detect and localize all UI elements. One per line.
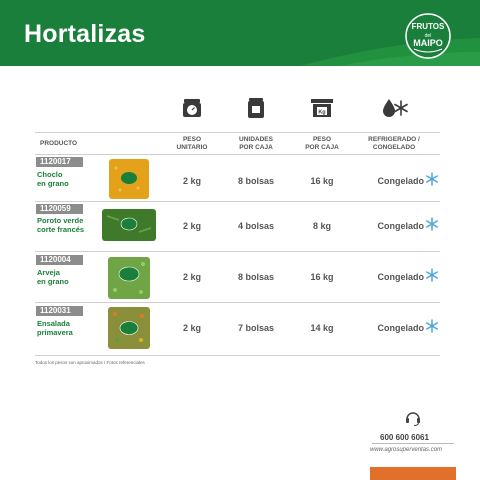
scale-icon xyxy=(181,97,203,119)
unidades-por-caja: 4 bolsas xyxy=(237,221,275,231)
logo-text-top: FRUTOS xyxy=(411,22,445,31)
logo-text-bottom: MAIPO xyxy=(413,38,443,48)
unidades-por-caja: 8 bolsas xyxy=(237,272,275,282)
page-title: Hortalizas xyxy=(24,20,146,48)
peso-unitario: 2 kg xyxy=(182,323,201,333)
peso-por-caja: 8 kg xyxy=(312,221,331,231)
unidades-por-caja: 7 bolsas xyxy=(237,323,275,333)
estado: Congelado xyxy=(377,176,424,186)
product-image-arveja xyxy=(107,256,151,300)
col-header-peso-caja: PESO POR CAJA xyxy=(305,136,339,151)
product-name: Ensalada primavera xyxy=(37,319,73,337)
peso-por-caja: 16 kg xyxy=(310,272,334,282)
product-name: Arveja en grano xyxy=(37,268,69,286)
estado: Congelado xyxy=(377,221,424,231)
contact-phone[interactable]: 600 600 6061 xyxy=(380,433,429,442)
divider xyxy=(35,251,440,252)
product-code: 1120031 xyxy=(36,306,83,316)
divider xyxy=(35,154,440,155)
col-header-refrigerado: REFRIGERADO / CONGELADO xyxy=(368,136,420,151)
divider xyxy=(35,355,440,356)
product-image-poroto xyxy=(101,208,157,242)
product-name: Choclo en grano xyxy=(37,170,69,188)
product-name: Poroto verde corte francés xyxy=(37,216,85,234)
product-image-choclo xyxy=(108,158,150,200)
peso-por-caja: 14 kg xyxy=(310,323,334,333)
accent-bar xyxy=(370,467,456,480)
divider xyxy=(372,443,454,444)
unidades-por-caja: 8 bolsas xyxy=(237,176,275,186)
footer-note: Todos los pesos son aproximados / Fotos referenciales xyxy=(35,360,145,365)
snowflake-icon xyxy=(425,217,439,231)
peso-unitario: 2 kg xyxy=(182,176,201,186)
peso-unitario: 2 kg xyxy=(182,272,201,282)
logo-text-mid: del xyxy=(424,33,432,39)
divider xyxy=(35,302,440,303)
headset-icon xyxy=(404,409,422,427)
divider xyxy=(35,201,440,202)
product-code: 1120017 xyxy=(36,157,83,167)
package-icon xyxy=(246,97,266,119)
drop-snowflake-icon xyxy=(381,97,409,119)
divider xyxy=(35,132,440,133)
col-header-unidades: UNIDADES POR CAJA xyxy=(239,136,273,151)
weight-kg-icon xyxy=(310,98,334,118)
kg-icon-label: Kg xyxy=(318,109,326,116)
product-image-ensalada xyxy=(107,306,151,350)
estado: Congelado xyxy=(377,272,424,282)
snowflake-icon xyxy=(425,319,439,333)
product-code: 1120059 xyxy=(36,204,83,214)
snowflake-icon xyxy=(425,172,439,186)
snowflake-icon xyxy=(425,268,439,282)
estado: Congelado xyxy=(377,323,424,333)
col-header-peso-unitario: PESO UNITARIO xyxy=(176,136,208,151)
product-code: 1120004 xyxy=(36,255,83,265)
peso-unitario: 2 kg xyxy=(182,221,201,231)
peso-por-caja: 16 kg xyxy=(310,176,334,186)
brand-logo xyxy=(405,13,451,59)
website-link[interactable]: www.agrosuperventas.com xyxy=(370,447,443,453)
header-banner xyxy=(0,0,480,66)
col-header-product: PRODUCTO xyxy=(40,140,78,147)
